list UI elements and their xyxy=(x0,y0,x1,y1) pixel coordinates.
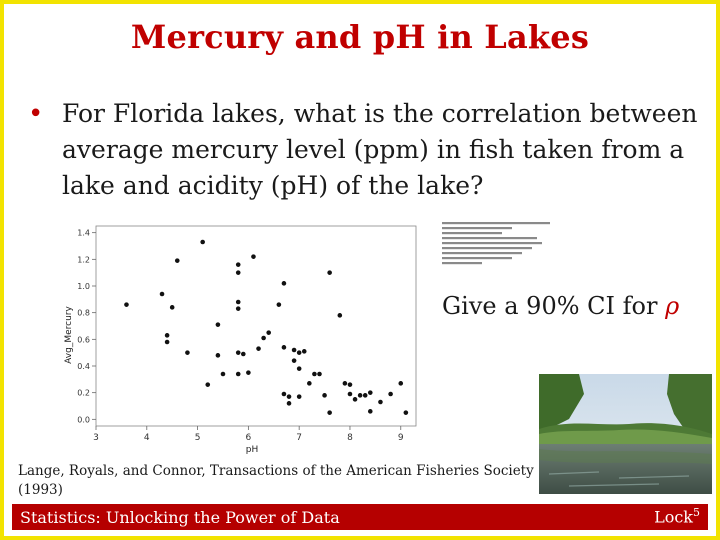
y-tick-label: 0.4 xyxy=(77,362,90,371)
scatterplot xyxy=(60,220,430,454)
y-tick-label: 0.6 xyxy=(77,335,90,345)
data-point xyxy=(282,345,287,350)
data-point xyxy=(297,394,302,399)
y-tick-label: 1.4 xyxy=(77,228,90,238)
output-snippet-image xyxy=(434,220,584,270)
bullet-point xyxy=(28,96,708,204)
data-point xyxy=(302,349,307,354)
x-tick-label: 4 xyxy=(143,433,150,443)
data-point xyxy=(256,346,261,351)
data-point xyxy=(282,392,287,397)
citation: Lange, Royals, and Connor, Transactions of the American Fisheries Society (1993) xyxy=(18,463,534,498)
data-point xyxy=(358,393,363,398)
data-point xyxy=(388,392,393,397)
slide-title: Mercury and pH in Lakes xyxy=(130,18,590,56)
x-tick-label: 8 xyxy=(347,433,353,443)
data-point xyxy=(378,400,383,405)
x-tick-label: 3 xyxy=(93,433,99,443)
data-point xyxy=(287,394,292,399)
data-point xyxy=(251,254,256,259)
data-point xyxy=(297,350,302,355)
data-point xyxy=(241,352,246,357)
x-axis-label: pH xyxy=(245,445,259,454)
data-point xyxy=(327,270,332,275)
ci-prompt xyxy=(442,290,679,322)
data-point xyxy=(236,372,241,377)
data-point xyxy=(404,410,409,415)
data-point xyxy=(348,382,353,387)
data-point xyxy=(236,306,241,311)
data-point xyxy=(124,302,129,307)
data-point xyxy=(205,382,210,387)
data-point xyxy=(216,353,221,358)
data-point xyxy=(363,393,368,398)
data-point xyxy=(160,292,165,297)
data-point xyxy=(343,381,348,386)
x-tick-label: 7 xyxy=(296,433,303,443)
footer-brand xyxy=(654,506,700,526)
data-point xyxy=(236,262,241,267)
data-point xyxy=(200,240,205,245)
y-tick-label: 0.2 xyxy=(77,388,90,398)
y-tick-label: 0.8 xyxy=(77,308,90,318)
x-tick-label: 5 xyxy=(194,433,201,443)
y-axis-label: Avg_Mercury xyxy=(64,306,74,364)
data-point xyxy=(353,397,358,402)
data-point xyxy=(292,348,297,353)
data-point xyxy=(277,302,282,307)
data-point xyxy=(327,410,332,415)
footer-brand-sup: 5 xyxy=(693,506,700,519)
data-point xyxy=(216,322,221,327)
data-point xyxy=(246,370,251,375)
data-point xyxy=(348,392,353,397)
data-point xyxy=(165,333,170,338)
data-point xyxy=(175,258,180,263)
data-point xyxy=(292,358,297,363)
data-point xyxy=(317,372,322,377)
footer-bar xyxy=(12,504,708,530)
y-tick-label: 1.2 xyxy=(77,255,90,265)
data-point xyxy=(236,350,241,355)
data-point xyxy=(266,330,271,335)
rho-symbol: ρ xyxy=(665,292,680,320)
data-point xyxy=(368,390,373,395)
data-point xyxy=(312,372,317,377)
data-point xyxy=(338,313,343,318)
ci-text: Give a 90% CI for xyxy=(442,292,658,320)
x-tick-label: 6 xyxy=(245,433,252,443)
data-point xyxy=(307,381,312,386)
bullet-text: For Florida lakes, what is the correlation between average mercury level (ppm) in fish taken from a lake and acidity (pH) of the lake? xyxy=(62,99,698,200)
plot-frame xyxy=(96,226,416,426)
footer-title: Statistics: Unlocking the Power of Data xyxy=(20,508,340,527)
lake-photo xyxy=(539,374,712,494)
data-point xyxy=(398,381,403,386)
data-point xyxy=(322,393,327,398)
data-point xyxy=(185,350,190,355)
data-point xyxy=(170,305,175,310)
data-point xyxy=(165,340,170,345)
data-point xyxy=(236,270,241,275)
y-tick-label: 0.0 xyxy=(77,415,90,425)
data-point xyxy=(297,366,302,371)
x-tick-label: 9 xyxy=(397,433,404,443)
bullet-icon: • xyxy=(28,99,44,129)
data-point xyxy=(368,409,373,414)
data-point xyxy=(236,300,241,305)
data-point xyxy=(221,372,226,377)
data-point xyxy=(282,281,287,286)
footer-brand-text: Lock xyxy=(654,507,693,527)
y-tick-label: 1.0 xyxy=(77,282,90,291)
data-point xyxy=(287,401,292,406)
data-point xyxy=(261,336,266,341)
